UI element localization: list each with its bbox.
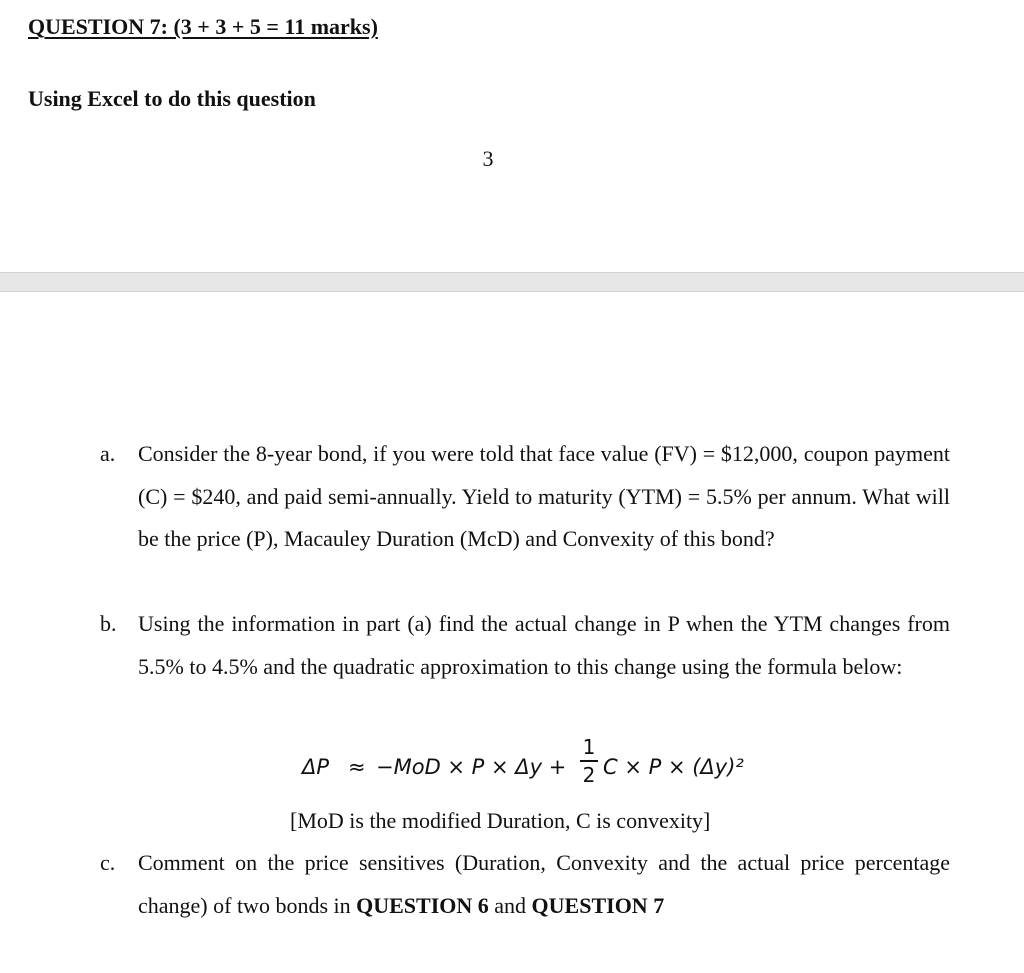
formula-duration-term: −MoD × P × Δy + bbox=[376, 755, 567, 779]
page-separator bbox=[0, 272, 1024, 292]
fraction-numerator: 1 bbox=[582, 735, 596, 759]
question-heading: QUESTION 7: (3 + 3 + 5 = 11 marks) bbox=[28, 14, 378, 39]
formula-lhs: ΔP bbox=[302, 755, 330, 779]
quadratic-approximation-formula bbox=[298, 734, 768, 796]
list-marker: c. bbox=[100, 850, 116, 875]
fraction-denominator: 2 bbox=[582, 762, 596, 787]
question-part-a bbox=[100, 433, 950, 561]
question-part-c-text bbox=[138, 842, 950, 927]
question-part-b-text: Using the information in part (a) find the actual change in P when the YTM changes from 5.5% to 4.5% and the quadratic approximation to this change using the formula below: bbox=[138, 611, 950, 679]
formula-fraction bbox=[579, 736, 599, 786]
question-part-c bbox=[100, 842, 950, 927]
list-marker: a. bbox=[100, 441, 116, 466]
page-number: 3 bbox=[482, 146, 494, 171]
question-part-c-text-start: Comment on the price sensitives (Duration, Convexity and the actual price percentage change) of two bonds in bbox=[138, 850, 950, 918]
formula-convexity-term: C × P × (Δy)² bbox=[603, 755, 744, 779]
question-6-reference: QUESTION 6 bbox=[356, 892, 489, 918]
question-part-a-text: Consider the 8-year bond, if you were told that face value (FV) = $12,000, coupon payment (C) = $240, and paid semi-annually. Yield to maturity (YTM) = 5.5% per annum. What will be the price (P), Macauley Duration (McD) and Convexity of this bond? bbox=[138, 441, 950, 551]
document-page-top bbox=[0, 0, 1024, 272]
question-part-c-text-middle: and bbox=[488, 892, 532, 918]
fraction-bar bbox=[580, 760, 598, 762]
formula-approx-sign: ≈ bbox=[348, 755, 366, 779]
formula-note: [MoD is the modified Duration, C is convexity] bbox=[290, 808, 711, 833]
list-marker: b. bbox=[100, 611, 117, 636]
question-part-b bbox=[100, 603, 950, 688]
question-7-reference: QUESTION 7 bbox=[531, 892, 665, 918]
instruction-text: Using Excel to do this question bbox=[28, 86, 316, 111]
